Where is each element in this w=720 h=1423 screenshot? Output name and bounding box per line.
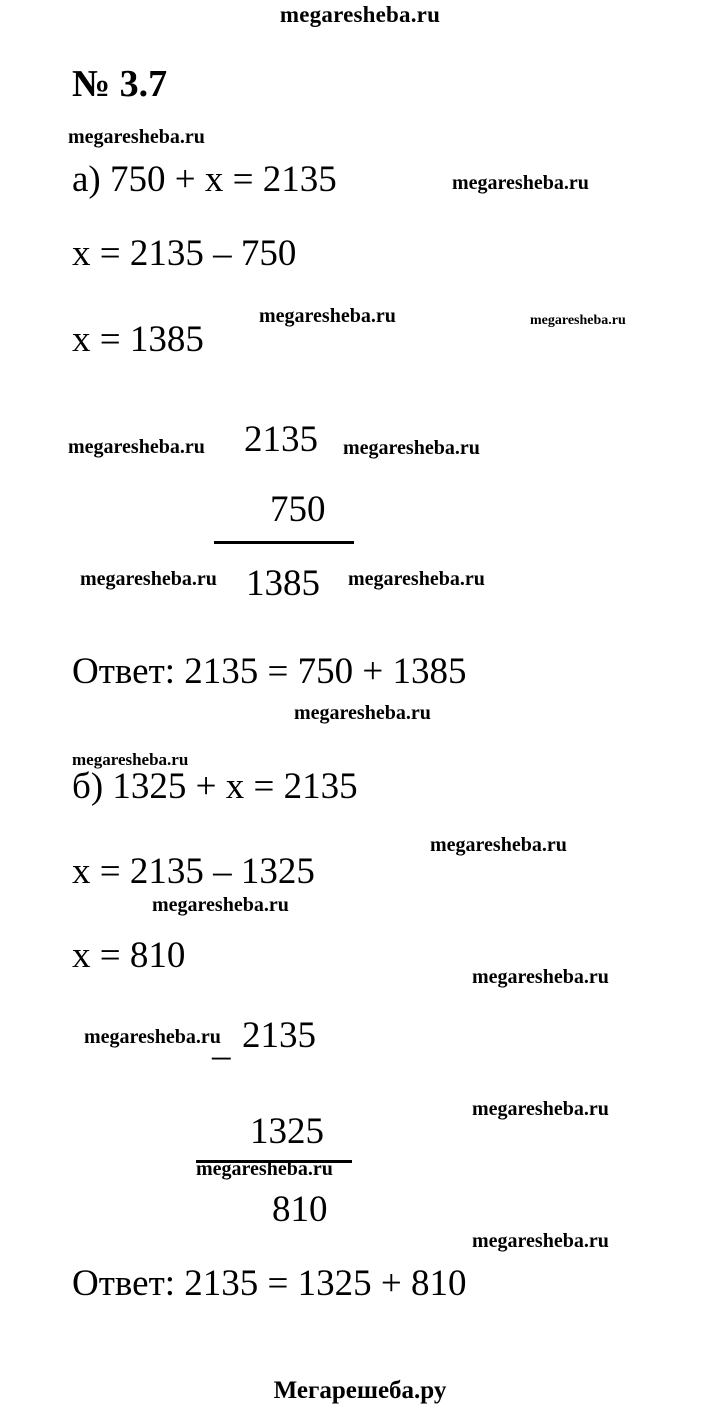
step2-a: х = 1385 [72,319,204,360]
watermark-text: megaresheba.ru [196,1158,333,1180]
watermark-text: megaresheba.ru [348,568,485,590]
step1-b: х = 2135 – 1325 [72,851,315,892]
column-b-bottom: 1325 [250,1111,324,1152]
watermark-text: megaresheba.ru [152,894,289,916]
site-brand-bottom: Мегарешеба.ру [273,1377,447,1404]
watermark-text: megaresheba.ru [472,1098,609,1120]
watermark-text: megaresheba.ru [259,305,396,327]
answer-a: Ответ: 2135 = 750 + 1385 [72,651,467,692]
column-a-bottom: 750 [270,489,326,530]
column-b-top: 2135 [242,1015,316,1056]
watermark-text: megaresheba.ru [343,437,480,459]
watermark-text: megaresheba.ru [84,1026,221,1048]
watermark-text: megaresheba.ru [68,436,205,458]
column-b-result: 810 [272,1189,328,1230]
column-a-rule [214,541,354,544]
watermark-text: megaresheba.ru [472,966,609,988]
watermark-text: megaresheba.ru [472,1230,609,1252]
watermark-text: megaresheba.ru [530,313,626,328]
watermark-text: megaresheba.ru [294,702,431,724]
watermark-text: megaresheba.ru [80,568,217,590]
watermark-text: megaresheba.ru [72,750,189,769]
task-number: № 3.7 [72,63,168,105]
step2-b: х = 810 [72,935,186,976]
column-a-result: 1385 [246,563,320,604]
equation-a: а) 750 + х = 2135 [72,159,337,200]
step1-a: х = 2135 – 750 [72,233,297,274]
watermark-text: megaresheba.ru [68,126,205,148]
watermark-text: megaresheba.ru [430,834,567,856]
answer-b: Ответ: 2135 = 1325 + 810 [72,1263,467,1304]
watermark-text: megaresheba.ru [452,172,589,194]
column-a-top: 2135 [244,419,318,460]
column-b-minus: – [212,1035,231,1076]
site-brand-top: megaresheba.ru [279,2,441,27]
equation-b: б) 1325 + х = 2135 [72,766,358,807]
